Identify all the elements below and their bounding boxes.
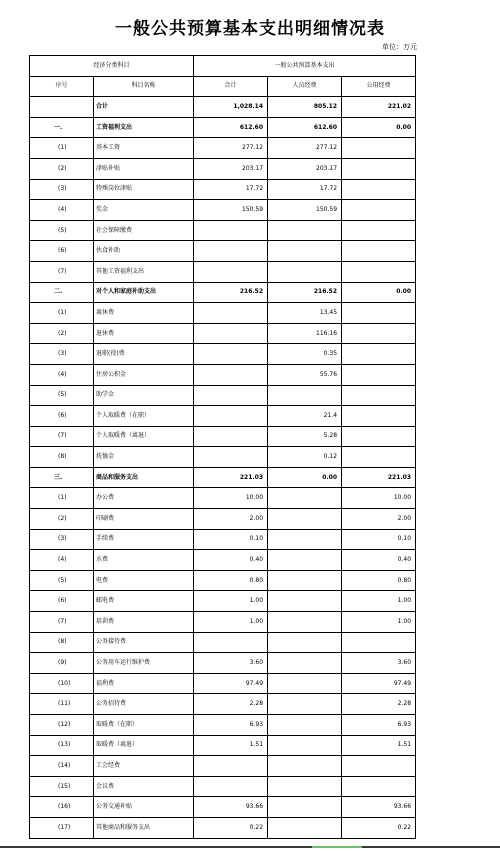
row-total: 2.28 [194, 694, 268, 715]
row-personnel [268, 797, 342, 818]
table-row [30, 138, 416, 159]
row-seq: (12) [30, 715, 94, 736]
row-seq: (10) [30, 673, 94, 694]
row-seq: (8) [30, 632, 94, 653]
table-row [30, 200, 416, 221]
table-row [30, 344, 416, 365]
row-public [342, 158, 416, 179]
row-public [342, 323, 416, 344]
row-seq: (14) [30, 756, 94, 777]
row-seq: (13) [30, 735, 94, 756]
row-name: 津贴补贴 [94, 158, 194, 179]
row-personnel: 55.76 [268, 364, 342, 385]
row-personnel [268, 715, 342, 736]
row-name: 离休费 [94, 303, 194, 324]
row-total: 3.60 [194, 653, 268, 674]
row-name: 奖金 [94, 200, 194, 221]
table-row [30, 653, 416, 674]
row-total [194, 632, 268, 653]
row-total [194, 303, 268, 324]
table-row [30, 817, 416, 838]
row-public [342, 756, 416, 777]
row-name: 培训费 [94, 612, 194, 633]
table-row [30, 632, 416, 653]
table-row [30, 385, 416, 406]
header-public: 公用经费 [342, 76, 416, 97]
table-row [30, 529, 416, 550]
row-seq: (6) [30, 406, 94, 427]
page-title: 一般公共预算基本支出明细情况表 [115, 19, 385, 39]
table-row [30, 715, 416, 736]
row-total: 6.93 [194, 715, 268, 736]
row-personnel [268, 261, 342, 282]
row-name: 对个人和家庭补助支出 [94, 282, 194, 303]
row-total [194, 776, 268, 797]
row-total [194, 241, 268, 262]
row-personnel [268, 632, 342, 653]
table-row [30, 447, 416, 468]
row-total: 1,028.14 [194, 97, 268, 118]
row-name: 印刷费 [94, 509, 194, 530]
row-public [342, 344, 416, 365]
row-seq: (5) [30, 570, 94, 591]
row-seq: (2) [30, 323, 94, 344]
row-total [194, 426, 268, 447]
row-seq: (1) [30, 488, 94, 509]
row-total: 612.60 [194, 117, 268, 138]
row-public: 1.00 [342, 591, 416, 612]
row-seq: 二. [30, 282, 94, 303]
row-seq: (3) [30, 179, 94, 200]
table-row [30, 406, 416, 427]
row-public: 0.00 [342, 117, 416, 138]
row-seq: (3) [30, 344, 94, 365]
row-public: 1.51 [342, 735, 416, 756]
table-row [30, 509, 416, 530]
row-public [342, 406, 416, 427]
row-seq: (4) [30, 550, 94, 571]
row-public [342, 138, 416, 159]
row-public: 1.00 [342, 612, 416, 633]
row-personnel [268, 653, 342, 674]
row-public [342, 179, 416, 200]
table-row [30, 694, 416, 715]
row-total: 1.00 [194, 612, 268, 633]
row-name: 取暖费（在职） [94, 715, 194, 736]
table-row [30, 467, 416, 488]
row-public: 10.00 [342, 488, 416, 509]
row-name: 商品和服务支出 [94, 467, 194, 488]
row-personnel: 216.52 [268, 282, 342, 303]
row-seq: (1) [30, 138, 94, 159]
row-total [194, 364, 268, 385]
row-public: 6.93 [342, 715, 416, 736]
row-total: 93.66 [194, 797, 268, 818]
row-public: 0.40 [342, 550, 416, 571]
row-total: 2.00 [194, 509, 268, 530]
row-total: 0.80 [194, 570, 268, 591]
row-seq: 三. [30, 467, 94, 488]
row-personnel: 17.72 [268, 179, 342, 200]
row-name: 助学金 [94, 385, 194, 406]
row-personnel [268, 673, 342, 694]
row-seq: (9) [30, 653, 94, 674]
header-budget-group: 一般公共预算基本支出 [194, 56, 416, 77]
table-row [30, 241, 416, 262]
header-row-columns [30, 76, 416, 97]
row-seq: (3) [30, 529, 94, 550]
table-row [30, 570, 416, 591]
row-seq: (16) [30, 797, 94, 818]
row-seq: (2) [30, 158, 94, 179]
row-personnel: 805.12 [268, 97, 342, 118]
row-name: 退休费 [94, 323, 194, 344]
row-public [342, 385, 416, 406]
header-total: 合计 [194, 76, 268, 97]
table-row [30, 364, 416, 385]
row-total [194, 447, 268, 468]
row-total [194, 385, 268, 406]
row-personnel: 0.35 [268, 344, 342, 365]
row-seq: (15) [30, 776, 94, 797]
table-row [30, 179, 416, 200]
row-personnel [268, 776, 342, 797]
row-public [342, 220, 416, 241]
row-total: 1.51 [194, 735, 268, 756]
row-public: 0.00 [342, 282, 416, 303]
row-name: 住房公积金 [94, 364, 194, 385]
table-row [30, 673, 416, 694]
row-total [194, 220, 268, 241]
row-personnel [268, 756, 342, 777]
row-personnel: 0.12 [268, 447, 342, 468]
row-public: 2.00 [342, 509, 416, 530]
header-row-group [30, 56, 416, 77]
table-row [30, 591, 416, 612]
row-public [342, 261, 416, 282]
row-name: 特殊岗位津贴 [94, 179, 194, 200]
row-name: 退职(役)费 [94, 344, 194, 365]
row-public [342, 426, 416, 447]
row-seq: (11) [30, 694, 94, 715]
row-seq: (5) [30, 220, 94, 241]
row-name: 社会保障缴费 [94, 220, 194, 241]
row-name: 手续费 [94, 529, 194, 550]
row-name: 其他工资福利支出 [94, 261, 194, 282]
row-seq: (7) [30, 612, 94, 633]
row-personnel: 277.12 [268, 138, 342, 159]
table-row [30, 261, 416, 282]
row-total: 17.72 [194, 179, 268, 200]
row-personnel: 116.16 [268, 323, 342, 344]
row-seq: (4) [30, 364, 94, 385]
row-total: 10.00 [194, 488, 268, 509]
table-row [30, 756, 416, 777]
row-total: 203.17 [194, 158, 268, 179]
row-public [342, 632, 416, 653]
row-name: 抚恤金 [94, 447, 194, 468]
row-name: 公务用车运行维护费 [94, 653, 194, 674]
row-public [342, 303, 416, 324]
row-personnel [268, 817, 342, 838]
row-name: 福利费 [94, 673, 194, 694]
table-row [30, 550, 416, 571]
row-name: 伙食补助 [94, 241, 194, 262]
row-seq [30, 97, 94, 118]
row-total: 0.22 [194, 817, 268, 838]
row-seq: (4) [30, 200, 94, 221]
row-personnel: 0.00 [268, 467, 342, 488]
row-personnel: 5.28 [268, 426, 342, 447]
row-personnel: 150.59 [268, 200, 342, 221]
row-name: 工资福利支出 [94, 117, 194, 138]
row-personnel [268, 241, 342, 262]
table-row [30, 282, 416, 303]
row-public [342, 241, 416, 262]
row-name: 基本工资 [94, 138, 194, 159]
header-seq: 序号 [30, 76, 94, 97]
table-row [30, 117, 416, 138]
window-bottom-border [0, 846, 500, 848]
row-name: 公务接待费 [94, 632, 194, 653]
row-public: 93.66 [342, 797, 416, 818]
row-seq: (6) [30, 241, 94, 262]
row-personnel [268, 220, 342, 241]
row-seq: (17) [30, 817, 94, 838]
row-public [342, 200, 416, 221]
row-total [194, 344, 268, 365]
row-total: 1.00 [194, 591, 268, 612]
row-name: 工会经费 [94, 756, 194, 777]
row-personnel [268, 612, 342, 633]
row-name: 公务招待费 [94, 694, 194, 715]
row-total: 0.10 [194, 529, 268, 550]
table-row [30, 426, 416, 447]
table-row [30, 303, 416, 324]
row-name: 会议费 [94, 776, 194, 797]
row-seq: (2) [30, 509, 94, 530]
row-personnel [268, 550, 342, 571]
row-name: 个人取暖费（离退） [94, 426, 194, 447]
row-public: 97.49 [342, 673, 416, 694]
table-row [30, 488, 416, 509]
row-seq: (6) [30, 591, 94, 612]
table-row [30, 776, 416, 797]
row-personnel: 21.4 [268, 406, 342, 427]
unit-label: 单位：万元 [382, 43, 417, 51]
row-personnel [268, 488, 342, 509]
row-total: 277.12 [194, 138, 268, 159]
row-public: 0.10 [342, 529, 416, 550]
row-personnel [268, 385, 342, 406]
expenditure-table [29, 55, 416, 839]
table-row [30, 735, 416, 756]
table-row [30, 797, 416, 818]
row-name: 办公费 [94, 488, 194, 509]
row-personnel [268, 509, 342, 530]
row-seq: (7) [30, 426, 94, 447]
table-row [30, 97, 416, 118]
row-seq: 一. [30, 117, 94, 138]
table-row [30, 158, 416, 179]
row-name: 个人取暖费（在职） [94, 406, 194, 427]
row-public: 221.02 [342, 97, 416, 118]
table-row [30, 220, 416, 241]
row-personnel: 612.60 [268, 117, 342, 138]
row-name: 取暖费（离退） [94, 735, 194, 756]
table-row [30, 612, 416, 633]
row-public [342, 776, 416, 797]
row-personnel [268, 735, 342, 756]
row-total: 97.49 [194, 673, 268, 694]
header-econ-class: 经济分类科目 [30, 56, 194, 77]
row-personnel: 13.45 [268, 303, 342, 324]
row-seq: (1) [30, 303, 94, 324]
row-public: 0.22 [342, 817, 416, 838]
row-name: 其他商品和服务支出 [94, 817, 194, 838]
row-public: 221.03 [342, 467, 416, 488]
row-public [342, 447, 416, 468]
row-total: 0.40 [194, 550, 268, 571]
row-public: 3.60 [342, 653, 416, 674]
row-personnel: 203.17 [268, 158, 342, 179]
row-public [342, 364, 416, 385]
table-row [30, 323, 416, 344]
row-name: 电费 [94, 570, 194, 591]
table-body [30, 56, 416, 839]
row-public: 2.28 [342, 694, 416, 715]
row-name: 公务交通补贴 [94, 797, 194, 818]
header-name: 科目名称 [94, 76, 194, 97]
row-personnel [268, 570, 342, 591]
row-personnel [268, 529, 342, 550]
row-total: 221.03 [194, 467, 268, 488]
row-personnel [268, 591, 342, 612]
row-total [194, 323, 268, 344]
row-total: 216.52 [194, 282, 268, 303]
row-name: 水费 [94, 550, 194, 571]
row-public: 0.80 [342, 570, 416, 591]
row-total [194, 406, 268, 427]
header-personnel: 人员经费 [268, 76, 342, 97]
row-total [194, 756, 268, 777]
row-total [194, 261, 268, 282]
row-personnel [268, 694, 342, 715]
scroll-indicator [312, 846, 362, 848]
row-seq: (8) [30, 447, 94, 468]
row-seq: (5) [30, 385, 94, 406]
row-seq: (7) [30, 261, 94, 282]
row-name: 邮电费 [94, 591, 194, 612]
row-name: 合计 [94, 97, 194, 118]
row-total: 150.59 [194, 200, 268, 221]
